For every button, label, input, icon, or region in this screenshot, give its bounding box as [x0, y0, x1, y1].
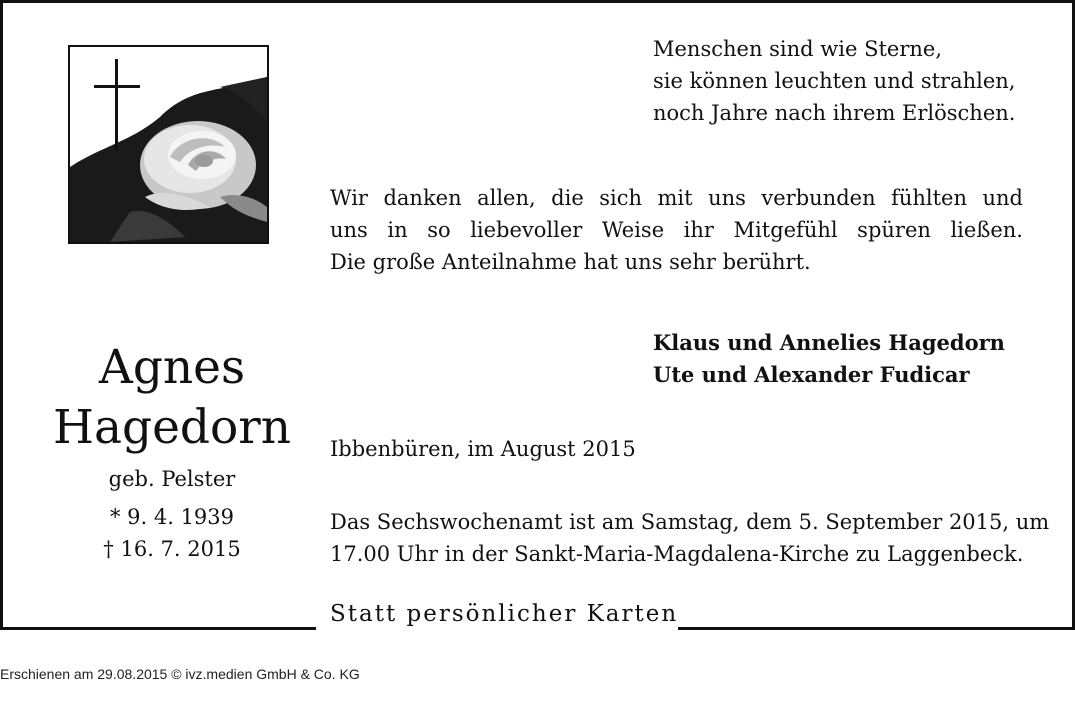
deceased-first-name: Agnes	[98, 340, 246, 395]
thanks-line: Die große Anteilnahme hat uns sehr berührt.	[330, 250, 811, 274]
quote-line: sie können leuchten und strahlen,	[653, 69, 1016, 93]
family-signers	[653, 327, 1005, 391]
rose-image	[70, 47, 267, 242]
thanks-line: Wir danken allen, die sich mit uns verbunden fühlten und	[330, 186, 1023, 210]
deceased-last-name: Hagedorn	[52, 400, 292, 455]
deceased-name-block	[40, 338, 304, 565]
service-line: 17.00 Uhr in der Sankt-Maria-Magdalena-Kirche zu Laggenbeck.	[330, 542, 1024, 566]
footer-caption: Statt persönlicher Karten	[330, 601, 679, 627]
memorial-quote	[653, 33, 1015, 129]
frame-border-bottom-right	[678, 627, 1075, 630]
signer-line: Ute und Alexander Fudicar	[653, 362, 970, 387]
thanks-line: uns in so liebevoller Weise ihr Mitgefühl spüren ließen.	[330, 218, 1023, 242]
deceased-maiden-name: geb. Pelster	[108, 467, 236, 491]
signer-line: Klaus und Annelies Hagedorn	[653, 330, 1005, 355]
publication-credit: Erschienen am 29.08.2015 © ivz.medien GmbH & Co. KG	[0, 666, 360, 682]
quote-line: noch Jahre nach ihrem Erlöschen.	[653, 101, 1016, 125]
death-date: † 16. 7. 2015	[103, 537, 241, 561]
frame-border-top	[0, 0, 1075, 3]
place-and-date: Ibbenbüren, im August 2015	[330, 437, 636, 461]
memorial-photo	[68, 45, 269, 244]
service-announcement	[330, 506, 1049, 570]
frame-border-bottom-left	[0, 627, 316, 630]
quote-line: Menschen sind wie Sterne,	[653, 37, 942, 61]
frame-border-left	[0, 0, 3, 630]
service-line: Das Sechswochenamt ist am Samstag, dem 5. September 2015, um	[330, 510, 1050, 534]
birth-date: * 9. 4. 1939	[109, 505, 235, 529]
thanks-paragraph	[330, 182, 1023, 278]
